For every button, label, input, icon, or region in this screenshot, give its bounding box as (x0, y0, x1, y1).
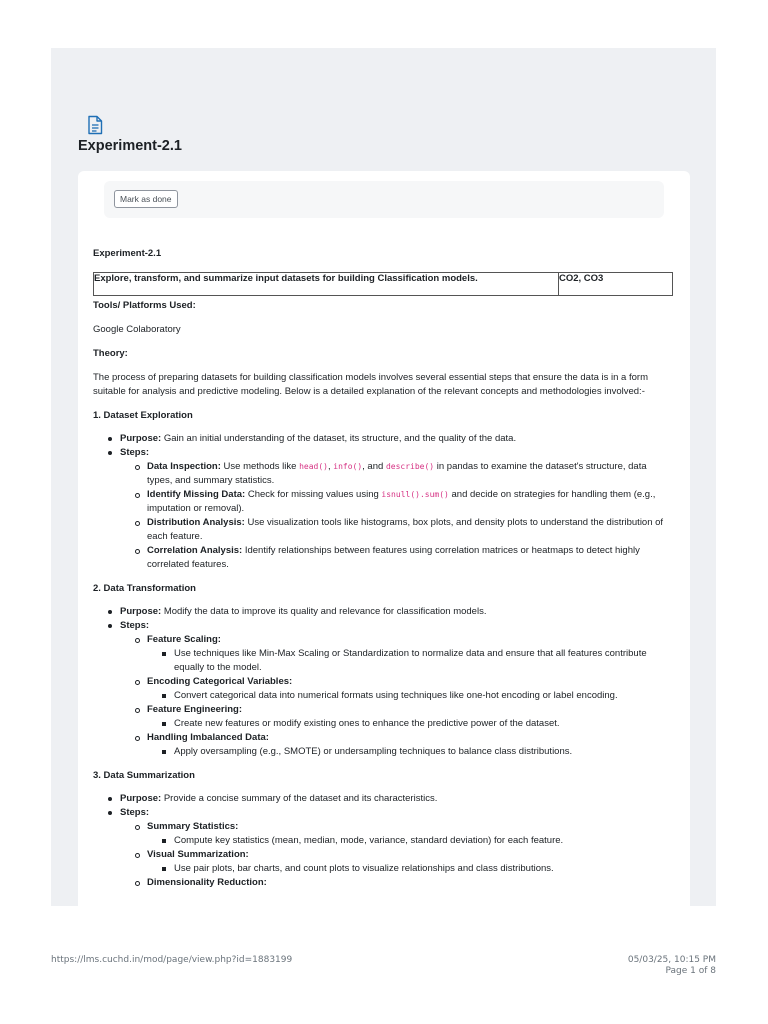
purpose-label: Purpose: (120, 433, 162, 444)
list-item (120, 848, 673, 876)
code-snippet: head() (299, 462, 328, 471)
page-sheet (51, 48, 716, 906)
steps-list (120, 633, 673, 759)
section-1-title: 1. Dataset Exploration (93, 410, 193, 421)
section-2-title: 2. Data Transformation (93, 583, 196, 594)
objective-table (93, 272, 673, 296)
page-content (93, 247, 673, 890)
objective-cell: Explore, transform, and summarize input datasets for building Classification models. (94, 273, 559, 296)
step-text: in pandas to examine the dataset's structure, data types, and summary statistics. (147, 461, 647, 486)
list-item (120, 633, 673, 675)
list-item (93, 605, 673, 619)
list-item: Convert categorical data into numerical formats using techniques like one-hot encoding or label encoding. (147, 689, 673, 703)
code-snippet: isnull().sum() (381, 490, 449, 499)
sub-steps-list (147, 834, 673, 848)
step-label: Feature Engineering: (147, 704, 243, 715)
sub-steps-list (147, 745, 673, 759)
steps-list (120, 820, 673, 890)
step-label: Handling Imbalanced Data: (147, 732, 269, 743)
theory-label: Theory: (93, 348, 128, 359)
purpose-text: Modify the data to improve its quality and relevance for classification models. (163, 606, 487, 617)
sub-steps-list (147, 689, 673, 703)
table-row (94, 273, 673, 296)
sub-steps-list (147, 862, 673, 876)
step-text: Use methods like (223, 461, 297, 472)
mark-as-done-button[interactable]: Mark as done (114, 190, 178, 208)
footer-meta (628, 955, 716, 977)
steps-label: Steps: (120, 447, 150, 458)
step-text: , and (362, 461, 384, 472)
activity-completion-bar (104, 181, 664, 218)
step-label: Correlation Analysis: (147, 545, 243, 556)
step-text: Use visualization tools like histograms, box plots, and density plots to understand the distribution of each feature. (147, 517, 664, 542)
list-item (93, 619, 673, 759)
section-1-list (93, 432, 673, 572)
document-icon (86, 115, 104, 135)
section-2-list (93, 605, 673, 759)
page-number: Page 1 of 8 (665, 966, 716, 976)
step-label: Summary Statistics: (147, 821, 239, 832)
step-label: Encoding Categorical Variables: (147, 676, 293, 687)
list-item: Apply oversampling (e.g., SMOTE) or undersampling techniques to balance class distributions. (147, 745, 673, 759)
theory-text: The process of preparing datasets for building classification models involves several essential steps that ensure the data is in a form suitable for analysis and predictive modeling. Below is a detailed explanation of the relevant concepts and methodologies involved:- (93, 372, 648, 397)
list-item: Create new features or modify existing ones to enhance the predictive power of the dataset. (147, 717, 673, 731)
purpose-text: Gain an initial understanding of the dataset, its structure, and the quality of the data. (163, 433, 517, 444)
list-item (93, 792, 673, 806)
tools-label: Tools/ Platforms Used: (93, 300, 196, 311)
section-3-list (93, 792, 673, 890)
page-title: Experiment-2.1 (78, 138, 182, 154)
print-datetime: 05/03/25, 10:15 PM (627, 955, 716, 965)
step-text: Check for missing values using (247, 489, 379, 500)
code-snippet: info() (333, 462, 363, 471)
list-item (120, 544, 673, 572)
code-snippet: describe() (385, 462, 435, 471)
section-3-title: 3. Data Summarization (93, 770, 195, 781)
list-item (120, 460, 673, 488)
purpose-label: Purpose: (120, 606, 162, 617)
list-item (93, 806, 673, 890)
step-text: Identify relationships between features using correlation matrices or heatmaps to detect highly correlated features. (147, 545, 640, 570)
list-item (120, 675, 673, 703)
sub-steps-list (147, 717, 673, 731)
steps-label: Steps: (120, 807, 150, 818)
list-item (120, 876, 673, 890)
list-item (120, 703, 673, 731)
step-text: and decide on strategies for handling them (e.g., imputation or removal). (147, 489, 656, 514)
content-card (78, 171, 690, 906)
purpose-label: Purpose: (120, 793, 162, 804)
list-item: Compute key statistics (mean, median, mode, variance, standard deviation) for each feature. (147, 834, 673, 848)
step-label: Identify Missing Data: (147, 489, 246, 500)
list-item (120, 488, 673, 516)
footer-url: https://lms.cuchd.in/mod/page/view.php?id=1883199 (51, 955, 293, 965)
step-label: Data Inspection: (147, 461, 221, 472)
list-item: Use pair plots, bar charts, and count plots to visualize relationships and class distributions. (147, 862, 673, 876)
list-item (120, 820, 673, 848)
steps-label: Steps: (120, 620, 150, 631)
list-item: Use techniques like Min-Max Scaling or Standardization to normalize data and ensure that all features contribute equally to the model. (147, 647, 673, 675)
step-label: Dimensionality Reduction: (147, 877, 267, 888)
list-item (120, 731, 673, 759)
step-label: Visual Summarization: (147, 849, 249, 860)
purpose-text: Provide a concise summary of the dataset and its characteristics. (163, 793, 438, 804)
list-item (120, 516, 673, 544)
steps-list (120, 460, 673, 572)
sub-steps-list (147, 647, 673, 675)
experiment-heading: Experiment-2.1 (93, 248, 162, 259)
list-item (93, 446, 673, 572)
tools-value: Google Colaboratory (93, 324, 181, 335)
outcomes-cell: CO2, CO3 (559, 273, 673, 296)
step-label: Distribution Analysis: (147, 517, 245, 528)
list-item (93, 432, 673, 446)
step-text: , (327, 461, 331, 472)
step-label: Feature Scaling: (147, 634, 221, 645)
